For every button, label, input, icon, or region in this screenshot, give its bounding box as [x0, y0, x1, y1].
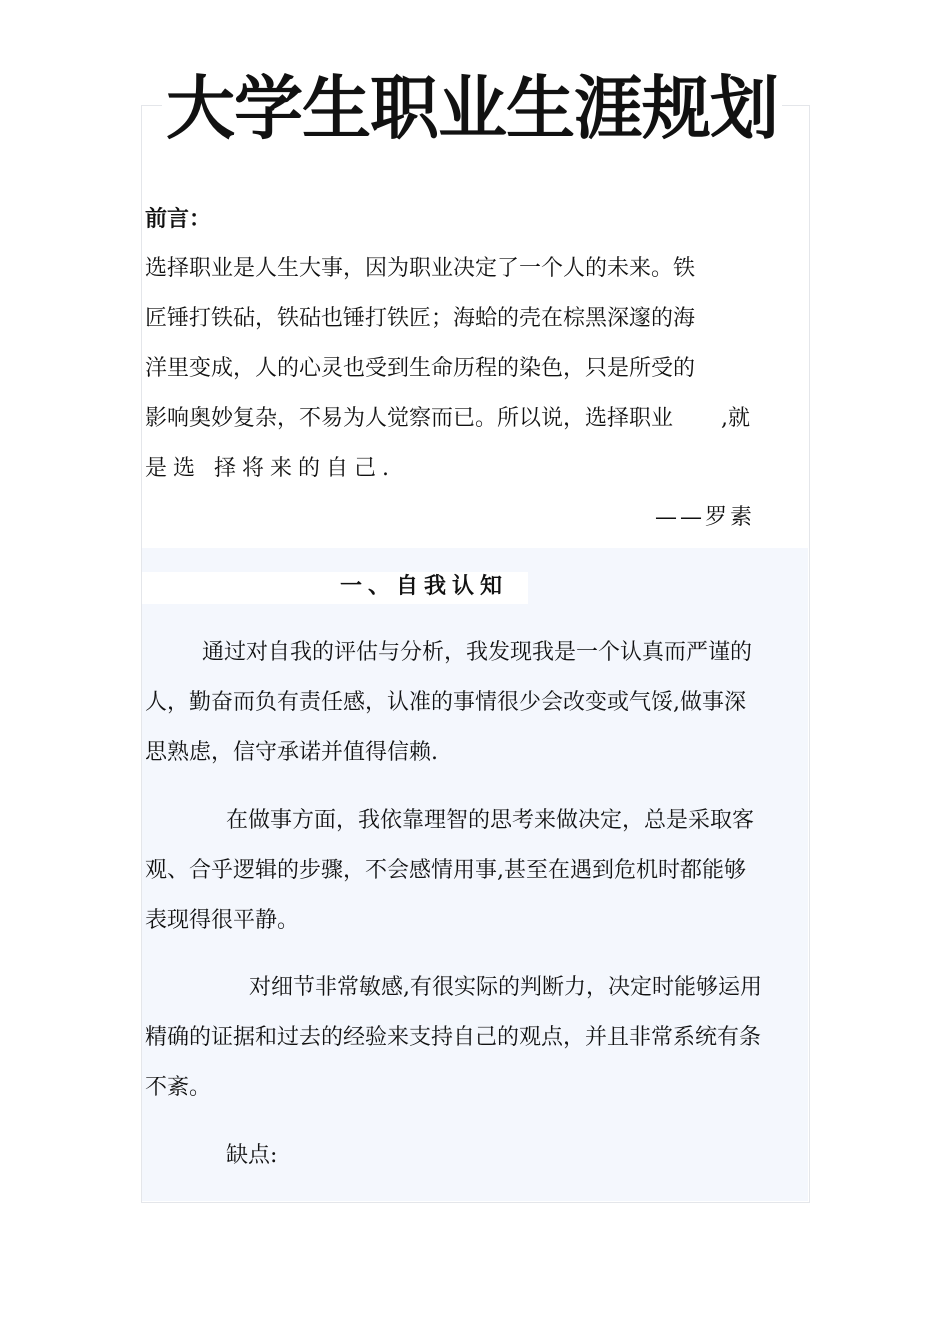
- paragraph-line: 不紊。: [145, 1075, 212, 1100]
- paragraph-line: 人，勤奋而负有责任感，认准的事情很少会改变或气馁,做事深: [145, 690, 746, 715]
- section-heading: 一、自我认知: [340, 574, 509, 599]
- paragraph-line: 表现得很平静。: [145, 908, 300, 933]
- paragraph-line: 观、合乎逻辑的步骤，不会感情用事,甚至在遇到危机时都能够: [145, 858, 746, 883]
- paragraph-line: 对细节非常敏感,有很实际的判断力，决定时能够运用: [249, 975, 762, 1000]
- preface-signature: ——罗素: [655, 505, 756, 530]
- paragraph-detail: [145, 963, 807, 1113]
- preface-line: 选择职业是人生大事，因为职业决定了一个人的未来。铁: [145, 256, 696, 281]
- preface-line-text: 影响奥妙复杂，不易为人觉察而已。所以说，选择职业: [145, 406, 674, 431]
- paragraph-self-assessment: [145, 628, 807, 778]
- document-title: 大学生职业生涯规划: [162, 64, 782, 154]
- preface-line: 匠锤打铁砧，铁砧也锤打铁匠；海蛤的壳在棕黑深邃的海: [145, 306, 696, 331]
- paragraph-work-style: [145, 796, 807, 946]
- weakness-label: 缺点:: [226, 1143, 278, 1168]
- preface-line-tail: ,就: [721, 406, 751, 431]
- preface-line: 是选 择将来的自己.: [145, 456, 395, 481]
- paragraph-line: 通过对自我的评估与分析，我发现我是一个认真而严谨的: [202, 640, 753, 665]
- paragraph-line: 思熟虑，信守承诺并值得信赖.: [145, 740, 438, 765]
- preface-line: 洋里变成，人的心灵也受到生命历程的染色，只是所受的: [145, 356, 696, 381]
- paragraph-line: 精确的证据和过去的经验来支持自己的观点，并且非常系统有条: [145, 1025, 762, 1050]
- preface-line: [145, 404, 750, 434]
- paragraph-line: 在做事方面，我依靠理智的思考来做决定，总是采取客: [226, 808, 755, 833]
- preface-label: 前言：: [145, 206, 212, 232]
